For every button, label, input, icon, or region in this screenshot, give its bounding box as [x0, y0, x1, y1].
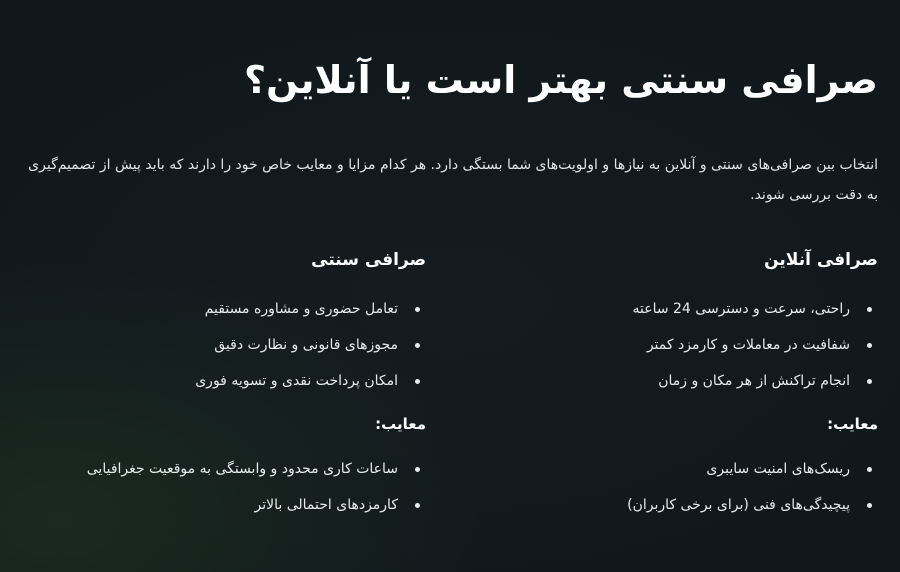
- bullet-icon: [415, 379, 420, 384]
- list-item: [26, 487, 426, 523]
- list-item: [478, 363, 878, 399]
- online-exchange-column: [478, 245, 878, 523]
- bullet-icon: [867, 379, 872, 384]
- traditional-exchange-column: [26, 245, 426, 523]
- list-item-text: پیچیدگی‌های فنی (برای برخی کاربران): [627, 497, 850, 513]
- list-item-text: ساعات کاری محدود و وابستگی به موقعیت جغرافیایی: [86, 461, 398, 477]
- list-item: [26, 451, 426, 487]
- page-title: صرافی سنتی بهتر است یا آنلاین؟: [243, 58, 878, 102]
- bullet-icon: [415, 467, 420, 472]
- list-item-text: امکان پرداخت نقدی و تسویه فوری: [195, 373, 398, 389]
- list-item: [26, 291, 426, 327]
- traditional-cons-heading: معایب:: [375, 415, 426, 433]
- online-exchange-heading: صرافی آنلاین: [764, 250, 878, 270]
- list-item-text: مجوزهای قانونی و نظارت دقیق: [214, 337, 398, 353]
- list-item: [478, 451, 878, 487]
- bullet-icon: [415, 307, 420, 312]
- list-item: [478, 327, 878, 363]
- list-item-text: انجام تراکنش از هر مکان و زمان: [658, 373, 850, 389]
- online-pros-list: [478, 291, 878, 399]
- list-item-text: شفافیت در معاملات و کارمزد کمتر: [646, 337, 850, 353]
- online-cons-list: [478, 451, 878, 523]
- traditional-cons-list: [26, 451, 426, 523]
- list-item-text: راحتی، سرعت و دسترسی 24 ساعته: [632, 301, 850, 317]
- list-item-text: تعامل حضوری و مشاوره مستقیم: [204, 301, 398, 317]
- intro-paragraph: انتخاب بین صرافی‌های سنتی و آنلاین به نیازها و اولویت‌های شما بستگی دارد. هر کدام مزایا و معایب خاص خود را دارند که باید پیش از تصمیم‌گیری به دقت بررسی شوند.: [28, 157, 878, 203]
- bullet-icon: [415, 343, 420, 348]
- list-item: [478, 487, 878, 523]
- bullet-icon: [415, 503, 420, 508]
- bullet-icon: [867, 467, 872, 472]
- bullet-icon: [867, 307, 872, 312]
- bullet-icon: [867, 503, 872, 508]
- list-item: [478, 291, 878, 327]
- list-item: [26, 327, 426, 363]
- traditional-exchange-heading: صرافی سنتی: [311, 250, 426, 270]
- bullet-icon: [867, 343, 872, 348]
- traditional-pros-list: [26, 291, 426, 399]
- list-item: [26, 363, 426, 399]
- online-cons-heading: معایب:: [827, 415, 878, 433]
- list-item-text: ریسک‌های امنیت سایبری: [706, 461, 850, 477]
- list-item-text: کارمزدهای احتمالی بالاتر: [254, 497, 398, 513]
